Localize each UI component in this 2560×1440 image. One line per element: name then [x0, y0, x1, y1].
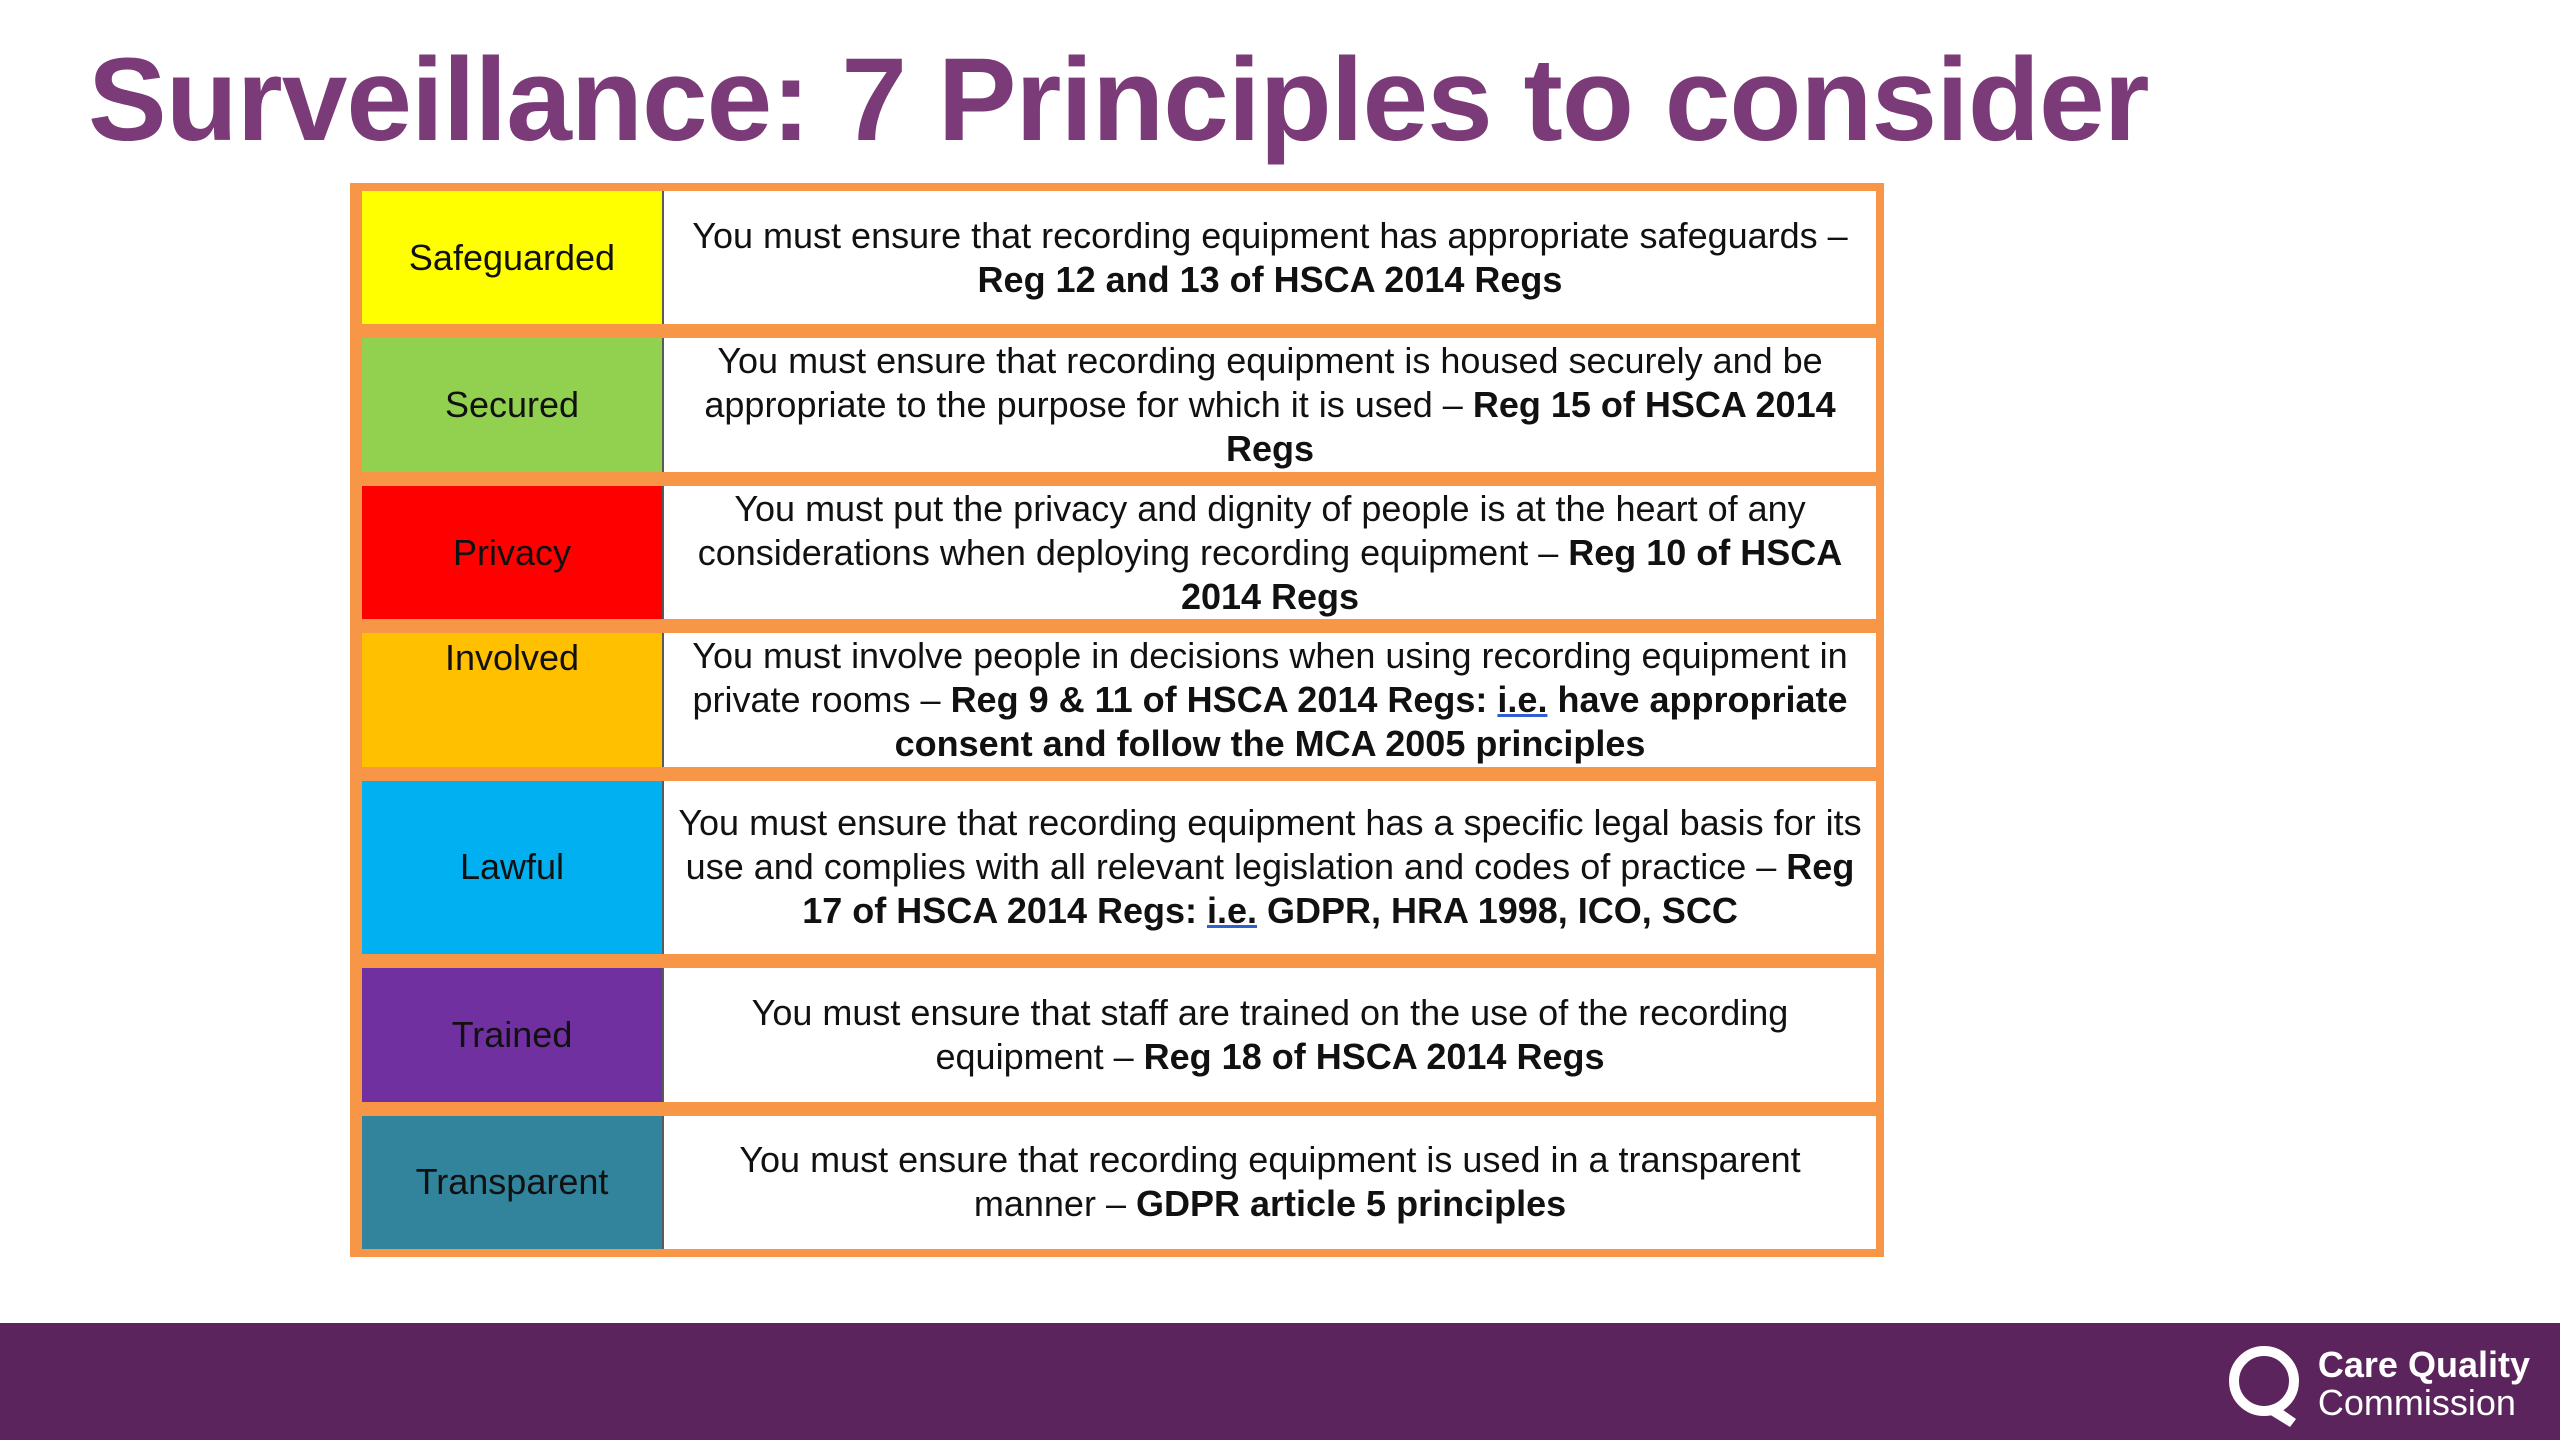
principle-row-privacy: [362, 486, 1876, 619]
ie-link[interactable]: i.e.: [1207, 890, 1258, 932]
principle-row-lawful: [362, 781, 1876, 954]
principle-row-transparent: [362, 1116, 1876, 1249]
regulation-reference: Reg 17 of HSCA 2014 Regs:: [802, 846, 1855, 932]
logo-text: [2318, 1346, 2530, 1422]
principle-description-cell: [664, 633, 1876, 766]
principle-description: You must ensure that recording equipment has appropriate safeguards – Reg 12 and 13 of HSCA 2014 Regs: [692, 214, 1848, 300]
principle-label: Privacy: [452, 531, 572, 573]
principle-label: Trained: [451, 1013, 573, 1055]
principle-label-cell: [362, 191, 664, 324]
principle-label: Secured: [444, 384, 580, 426]
principle-row-safeguarded: [362, 191, 1876, 324]
principle-description-cell: [664, 191, 1876, 324]
ie-link[interactable]: i.e.: [1497, 678, 1548, 720]
principle-description: You must ensure that staff are trained on the use of the recording equipment – Reg 18 of HSCA 2014 Regs: [751, 991, 1789, 1077]
logo-line-2: Commission: [2317, 1382, 2516, 1423]
principle-description: You must ensure that recording equipment is used in a transparent manner – GDPR article 5 principles: [739, 1139, 1801, 1225]
principle-label: Lawful: [459, 846, 565, 888]
principle-label-cell: [362, 338, 664, 471]
footer-bar: [0, 1323, 2560, 1440]
principle-label-cell: [362, 781, 664, 954]
principle-description: You must put the privacy and dignity of people is at the heart of any considerations when deploying recording equipment – Reg 10 of HSCA 2014 Regs: [697, 487, 1843, 617]
principle-description: You must ensure that recording equipment is housed securely and be appropriate to the purpose for which it is used – Reg 15 of HSCA 2014 Regs: [704, 340, 1836, 470]
regulation-reference: GDPR article 5 principles: [1135, 1183, 1567, 1225]
cqc-q-logo-icon: [2224, 1339, 2308, 1429]
cqc-logo: [2224, 1339, 2530, 1429]
principle-label-cell: [362, 968, 664, 1101]
principle-description: You must involve people in decisions when using recording equipment in private rooms – Reg 9 & 11 of HSCA 2014 Regs: i.e. have appropriate consent and follow the MCA 2005 principles: [692, 634, 1848, 764]
principle-label-cell: [362, 1116, 664, 1249]
principle-label-cell: [362, 486, 664, 619]
principle-row-secured: [362, 338, 1876, 471]
regulation-reference: Reg 10 of HSCA 2014 Regs: [1180, 531, 1843, 617]
slide-title: Surveillance: 7 Principles to consider: [88, 34, 2149, 166]
principle-row-involved: [362, 633, 1876, 766]
principle-label-cell: [362, 633, 664, 766]
principles-table: [350, 183, 1884, 1257]
principle-label: Safeguarded: [408, 236, 616, 278]
principle-description-cell: [664, 486, 1876, 619]
principle-row-trained: [362, 968, 1876, 1101]
principle-description-cell: [664, 781, 1876, 954]
regulation-reference: Reg 9 & 11 of HSCA 2014 Regs:: [950, 678, 1498, 720]
principle-description-cell: [664, 338, 1876, 471]
principle-description-cell: [664, 1116, 1876, 1249]
regulation-reference: Reg 15 of HSCA 2014 Regs: [1225, 384, 1836, 470]
principle-description-cell: [664, 968, 1876, 1101]
regulation-reference: Reg 12 and 13 of HSCA 2014 Regs: [977, 258, 1563, 300]
logo-line-1: Care Quality: [2317, 1344, 2530, 1385]
principle-label: Involved: [444, 637, 580, 679]
regulation-reference: Reg 18 of HSCA 2014 Regs: [1143, 1035, 1605, 1077]
principle-label: Transparent: [415, 1161, 609, 1203]
principle-description: You must ensure that recording equipment has a specific legal basis for its use and complies with all relevant legislation and codes of practice – Reg 17 of HSCA 2014 Regs: i.e. GDPR, HRA 1998, ICO, SCC: [678, 802, 1862, 932]
